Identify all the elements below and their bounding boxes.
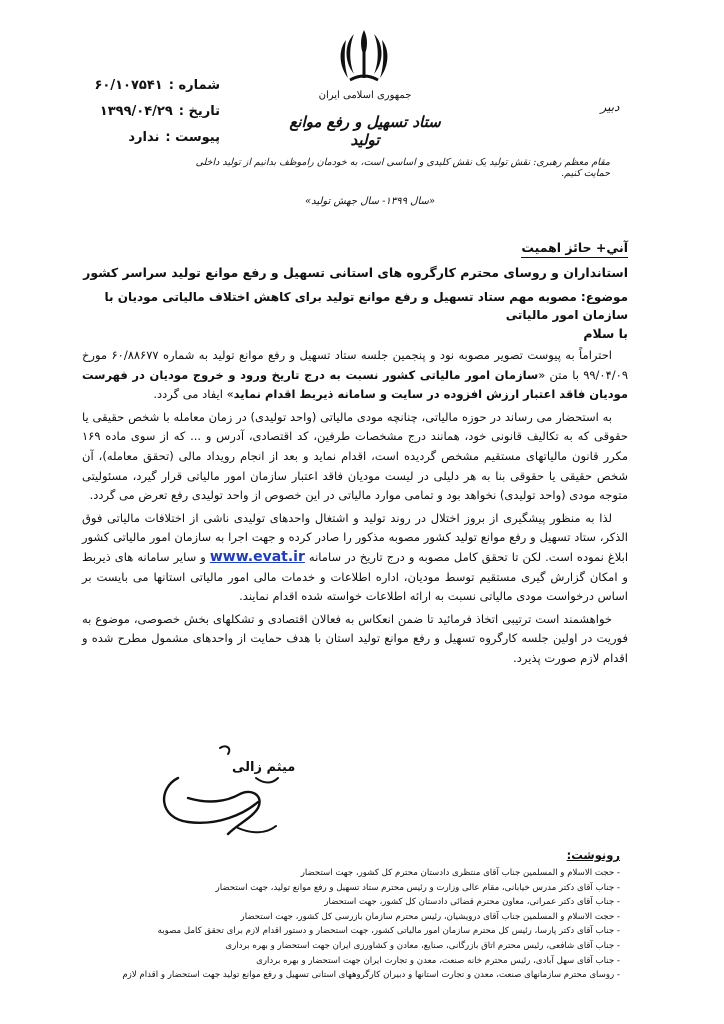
cc-list <box>60 866 620 983</box>
leader-quote: مقام معظم رهبری: نقش تولید یک نقش کلیدی و اساسی است، به خودمان راموظف بدانیم از تولید داخلی حمایت کنیم. <box>195 157 610 179</box>
paragraph-3 <box>82 509 628 607</box>
cc-item: - حجت الاسلام و المسلمین جناب آقای منتظری دادستان محترم کل کشور، جهت استحضار <box>300 868 620 878</box>
year-slogan: «سال ۱۳۹۹- سال جهش تولید» <box>304 196 435 207</box>
paragraph-4: خواهشمند است ترتیبی اتخاذ فرمائید تا ضمن انعکاس به فعالان اقتصادی و تشکلهای بخش خصوصی، موضوع به فوریت در اولین جلسه کارگروه تسهیل و رفع موانع تولید استان با هدف حمایت از واحدهای مشمول مطرح شده و اقدام لازم صورت پذیرد. <box>82 611 628 665</box>
cc-title: رونوشت: <box>566 848 620 862</box>
cc-item: - جناب آقای دکتر عمرانی، معاون محترم قضائی دادستان کل کشور، جهت استحضار <box>324 897 620 908</box>
attachment-value: ندارد <box>128 130 160 145</box>
cc-item: - روسای محترم سازمانهای صنعت، معدن و تجارت استانها و دبیران کارگروههای استانی تسهیل و رفع موانع تولید جهت استحضار و اقدام لازم <box>122 970 620 981</box>
greeting: با سلام <box>583 326 628 341</box>
number-value: ۶۰/۱۰۷۵۴۱ <box>94 78 163 93</box>
paragraph-1-end: » ایفاد می گردد. <box>153 387 234 402</box>
cc-item: - حجت الاسلام و المسلمین جناب آقای درویشیان، رئیس محترم سازمان بازرسی کل کشور، جهت استحضار <box>240 911 620 922</box>
republic-title: جمهوری اسلامی ایران <box>318 90 412 101</box>
letter-date <box>60 104 220 119</box>
letter-number <box>60 78 220 93</box>
letter-attachment <box>60 130 220 145</box>
urgency-note: آني+ حائز اهمیت <box>521 240 628 258</box>
number-label: شماره : <box>168 78 220 93</box>
paragraph-2: به استحضار می رساند در حوزه مالیاتی، چنانچه مودی مالیاتی (واحد تولیدی) در زمان معامله با شخص حقیقی یا حقوقی که به تکالیف قانونی خود، همانند درج مشخصات طرفین، کد اقتصادی، آدرس و ... که از سوی ماده ۱۶۹ مکرر قانون مالیاتهای مستقیم مشخص گردیده است، اقدام نماید و بعد از انجام رویداد مالی (تحقق معامله)، آن شخص حقیقی یا حقوقی بنا به هر دلیلی در لیست مودیان فاقد اعتبار سازمان امور مالیاتی قرار گیرد، مسئولیتی متوجه مودی (واحد تولیدی) نخواهد بود و تمامی موارد مالیاتی در این خصوص از واحد تولیدی رفع تعرض می گردد. <box>82 409 628 503</box>
paragraph-1-intro: احتراماً به پیوست تصویر مصوبه نود و پنجمین جلسه ستاد تسهیل و رفع موانع تولید به شماره ۶۰/۸۸۶۷۷ مورخ ۹۹/۰۴/۰۹ با متن « <box>82 348 629 382</box>
iran-emblem-icon <box>336 26 392 86</box>
signature-icon <box>148 738 288 848</box>
attachment-label: پیوست : <box>165 130 220 145</box>
headquarters-title: ستاد تسهیل و رفع موانع تولید <box>289 113 441 149</box>
cc-item: - جناب آقای دکتر پارسا، رئیس کل محترم سازمان امور مالیاتی کشور، جهت استحضار و دستور اقدام لازم برای تحقق کامل مصوبه <box>157 926 620 937</box>
cc-item: - جناب آقای دکتر مدرس خیابانی، مقام عالی وزارت و رئیس محترم ستاد تسهیل و رفع موانع تولید، جهت استحضار <box>215 882 620 893</box>
evat-website-link[interactable]: www.evat.ir <box>209 548 305 565</box>
paragraph-1 <box>82 346 628 405</box>
subject-line: موضوع: مصوبه مهم ستاد تسهیل و رفع موانع تولید برای کاهش اختلاف مالیاتی مودیان با سازمان امور مالیاتی <box>104 290 628 322</box>
cc-item: - جناب آقای شافعی، رئیس محترم اتاق بازرگانی، صنایع، معادن و کشاورزی ایران جهت استحضار و بهره برداری <box>225 940 620 951</box>
date-value: ۱۳۹۹/۰۴/۲۹ <box>99 104 173 119</box>
date-label: تاریخ : <box>178 104 220 119</box>
resolution-quote: سازمان امور مالیاتی کشور نسبت به درج تاریخ ورود و خروج مودیان در فهرست مودیان فاقد اعتبار ارزش افزوده در سایت و سامانه ذیربط اقدام نماید <box>82 367 628 402</box>
secretariat-stamp: دبیر <box>600 100 620 114</box>
cc-item: - جناب آقای سهل آبادی، رئیس محترم خانه صنعت، معدن و تجارت ایران جهت استحضار و بهره برداری <box>256 955 620 966</box>
letter-body <box>82 346 628 672</box>
recipient: استانداران و روسای محترم کارگروه های استانی تسهیل و رفع موانع تولید سراسر کشور <box>83 265 628 280</box>
paragraph-3-end: و سایر سامانه های ذیربط و امکان گزارش گیری مستقیم توسط مودیان، اداره اطلاعات و خدمات مالی امور مالیاتی استانها می بایست بر اساس درخواست مودی مالیاتی نسبت به ارائه اطلاعات خواسته شده اقدام نمایند. <box>82 549 628 604</box>
signer-name: میثم زالی <box>232 760 296 775</box>
paragraph-3-start: لذا به منظور پیشگیری از بروز اختلال در روند تولید و اشتغال واحدهای تولیدی ناشی از اختلافات مالیاتی فوق الذکر، ستاد تسهیل و رفع موانع تولید کشور مصوبه مذکور را صادر کرده و جهت اجرا به سازمان امور مالیاتی کشور ابلاغ نموده است. لکن تا تحقق کامل مصوبه و درج تاریخ در سامانه <box>82 510 629 564</box>
